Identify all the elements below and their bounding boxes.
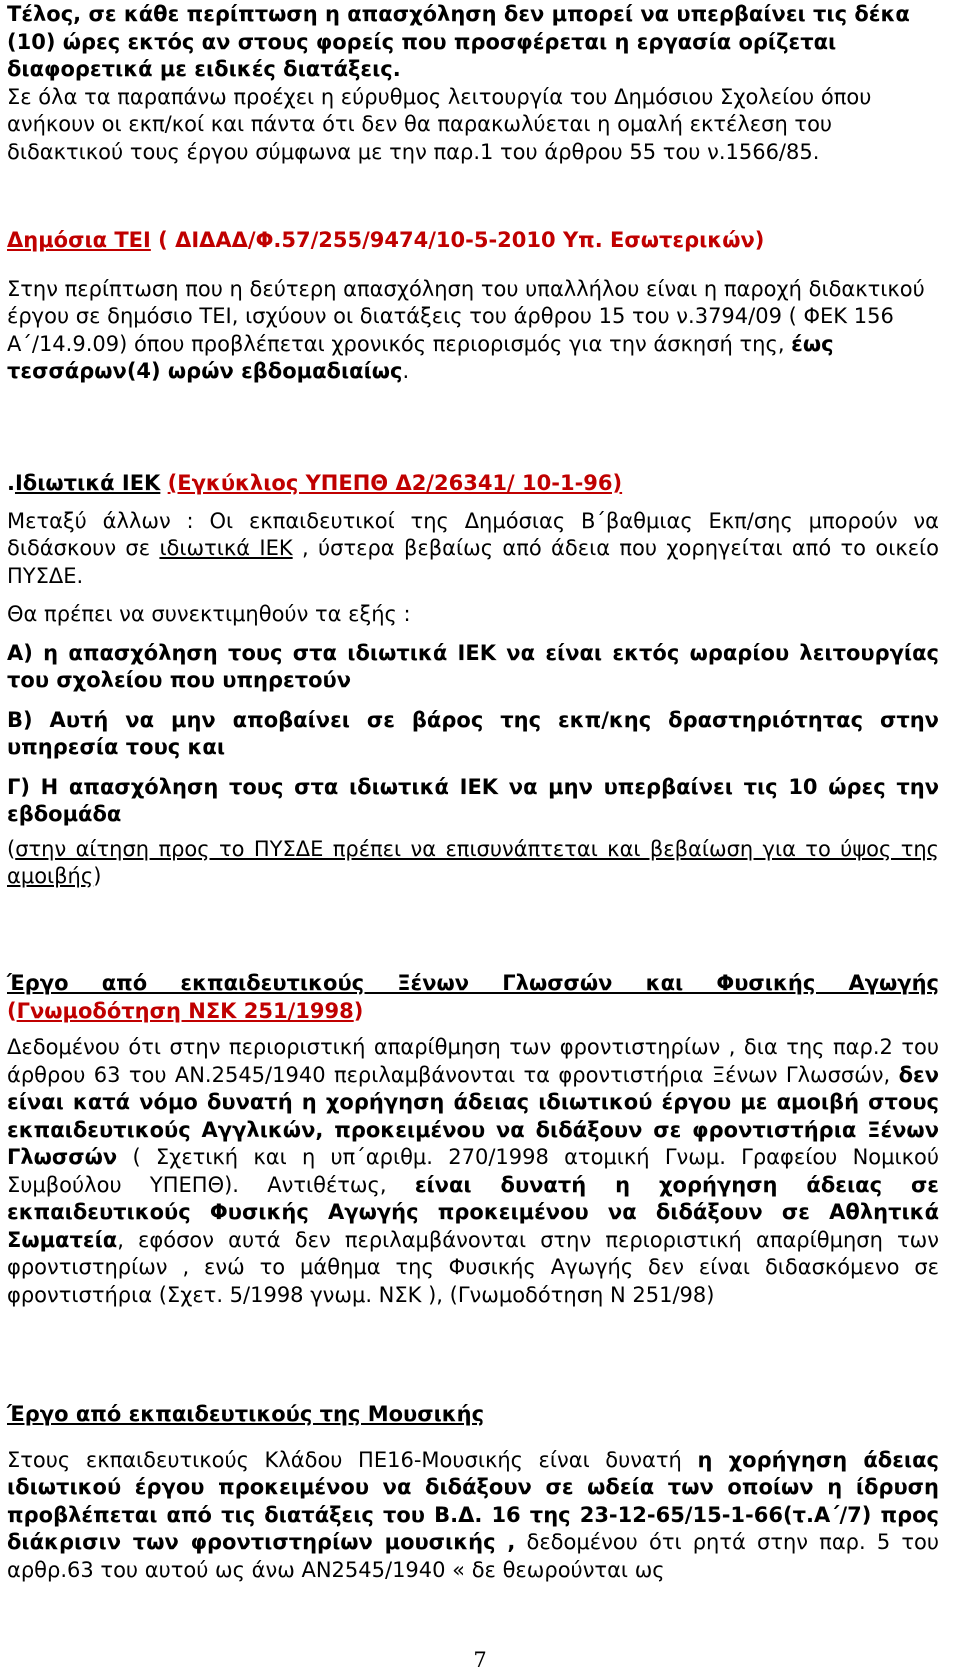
heading-title: Δημόσια ΤΕΙ [7,228,151,252]
section-reference [7,998,939,1026]
body-text-1: Στους εκπαιδευτικούς Κλάδου ΠΕ16-Μουσικής είναι δυνατή [7,1447,698,1472]
condition-a: Α) η απασχόληση τους στα ιδιωτικά ΙΕΚ να είναι εκτός ωραρίου λειτουργίας του σχολείου που υπηρετούν [7,640,939,692]
section-public-tei [7,227,939,386]
application-note [7,836,939,891]
heading-paren: ( [150,228,176,252]
section-private-iek [7,470,939,891]
heading-reference: (Εγκύκλιος ΥΠΕΠΘ Δ2/26341/ 10-1-96) [167,471,623,495]
body-text-end: , ύστερα βεβαίως από άδεια που χορηγείται από το οικείο ΠΥΣΔΕ. [7,536,939,588]
intro-paragraph [7,1,939,166]
body-bold-2: είναι δυνατή η χορήγηση άδειας σε εκπαιδευτικούς Φυσικής Αγωγής προκειμένου να διδάξουν σε Αθλητικά Σωματεία [7,1172,939,1252]
body-text-3: , εφόσον αυτά δεν περιλαμβάνονται στην περιοριστική απαρίθμηση των φροντιστηρίων , ενώ το μάθημα της Φυσικής Αγωγής δεν είναι διδασκόμενο σε φροντιστήρια (Σχετ. 5/1998 γνωμ. ΝΣΚ ), (Γνωμοδότηση Ν 251/98) [7,1227,939,1307]
section-body [7,1447,939,1585]
body-text: Μεταξύ άλλων : Οι εκπαιδευτικοί της Δημόσιας Β΄βαθμιας Εκπ/σης μπορούν να διδάσκουν σε [7,508,939,560]
body-bold-1: δεν είναι κατά νόμο δυνατή η χορήγηση άδειας ιδιωτικού έργου με αμοιβή στους εκπαιδευτικούς Αγγλικών, προκειμένου να διδάξουν σε φροντιστήρια Ξένων Γλωσσών [7,1062,939,1169]
body-bold: έως τεσσάρων(4) ωρών εβδομαδιαίως [7,331,834,383]
body-text-1: Δεδομένου ότι στην περιοριστική απαρίθμηση των φροντιστηρίων , δια της παρ.2 του άρθρου 63 του ΑΝ.2545/1940 περιλαμβάνονται τα φροντιστήρια Ξένων Γλωσσών, [7,1035,939,1087]
heading-dot: . [7,471,15,495]
note-paren-close: ) [93,864,102,888]
section-body [7,508,939,591]
heading-space [160,471,167,495]
body-text-2: ( Σχετική και η υπ΄αριθμ. 270/1998 ατομική Γνωμ. Γραφείου Νομικού Συμβούλου ΥΠΕΠΘ). Αντιθέτως, [7,1145,939,1197]
section-heading [7,227,939,255]
ref-paren-open: ( [7,998,17,1023]
note-paren-open: ( [7,836,16,861]
body-underlined: ιδιωτικά ΙΕΚ [159,536,293,560]
condition-c: Γ) Η απασχόληση τους στα ιδιωτικά ΙΕΚ να μην υπερβαίνει τις 10 ώρες την εβδομάδα [7,774,939,826]
body-text-2: δεδομένου ότι ρητά στην παρ. 5 του αρθρ.63 του αυτού ως άνω ΑΝ2545/1940 « δε θεωρούνται ως [7,1530,939,1582]
school-operation-sentence: Σε όλα τα παραπάνω προέχει η εύρυθμος λειτουργία του Δημόσιου Σχολείου όπου ανήκουν οι εκπ/κοί και πάντα ότι δεν θα παρακωλύεται η ομαλή εκτέλεση του διδακτικού τους έργου σύμφωνα με την παρ.1 του άρθρου 55 του ν.1566/85. [7,84,872,164]
page-number: 7 [473,1648,487,1672]
heading-title: Ιδιωτικά ΙΕΚ [14,471,161,495]
section-foreign-languages-pe [7,970,939,1309]
body-end: . [402,359,410,383]
section-heading: Έργο από εκπαιδευτικούς της Μουσικής [7,1402,485,1426]
section-body [7,276,939,386]
section-heading: Έργο από εκπαιδευτικούς Ξένων Γλωσσών και Φυσικής Αγωγής [7,971,939,995]
section-heading [7,470,939,498]
heading-reference: ΔΙΔΑΔ/Φ.57/255/9474/10-5-2010 Υπ. Εσωτερικών) [175,228,765,252]
limit-sentence: Τέλος, σε κάθε περίπτωση η απασχόληση δεν μπορεί να υπερβαίνει τις δέκα (10) ώρες εκτός αν στους φορείς που προσφέρεται η εργασία ορίζεται διαφορετικά με ειδικές διατάξεις. [7,2,910,81]
note-text: στην αίτηση προς το ΠΥΣΔΕ πρέπει να επισυνάπτεται και βεβαίωση για το ύψος της αμοιβής [7,836,939,888]
body-text: Στην περίπτωση που η δεύτερη απασχόληση του υπαλλήλου είναι η παροχή διδακτικού έργου σε δημόσιο ΤΕΙ, ισχύουν οι διατάξεις του άρθρου 15 του ν.3794/09 ( ΦΕΚ 156 Α΄/14.9.09) όπου προβλέπεται χρονικός περιορισμός για την άσκησή της, [7,276,925,356]
body-bold: η χορήγηση άδειας ιδιωτικού έργου προκειμένου να διδάξουν σε ωδεία των οποίων η ίδρυση προβλέπεται από τις διατάξεις του Β.Δ. 16 της 23-12-65/15-1-66(τ.Α΄/7) προς διάκρισιν των φροντιστηρίων μουσικής , [7,1447,939,1554]
ref-paren-close: ) [353,998,364,1023]
condition-b: Β) Αυτή να μην αποβαίνει σε βάρος της εκπ/κης δραστηριότητας στην υπηρεσία τους και [7,707,939,759]
ref-text: Γνωμοδότηση ΝΣΚ 251/1998 [16,998,354,1023]
section-music [7,1401,939,1584]
conditions-intro: Θα πρέπει να συνεκτιμηθούν τα εξής : [7,602,411,626]
section-body [7,1034,939,1309]
